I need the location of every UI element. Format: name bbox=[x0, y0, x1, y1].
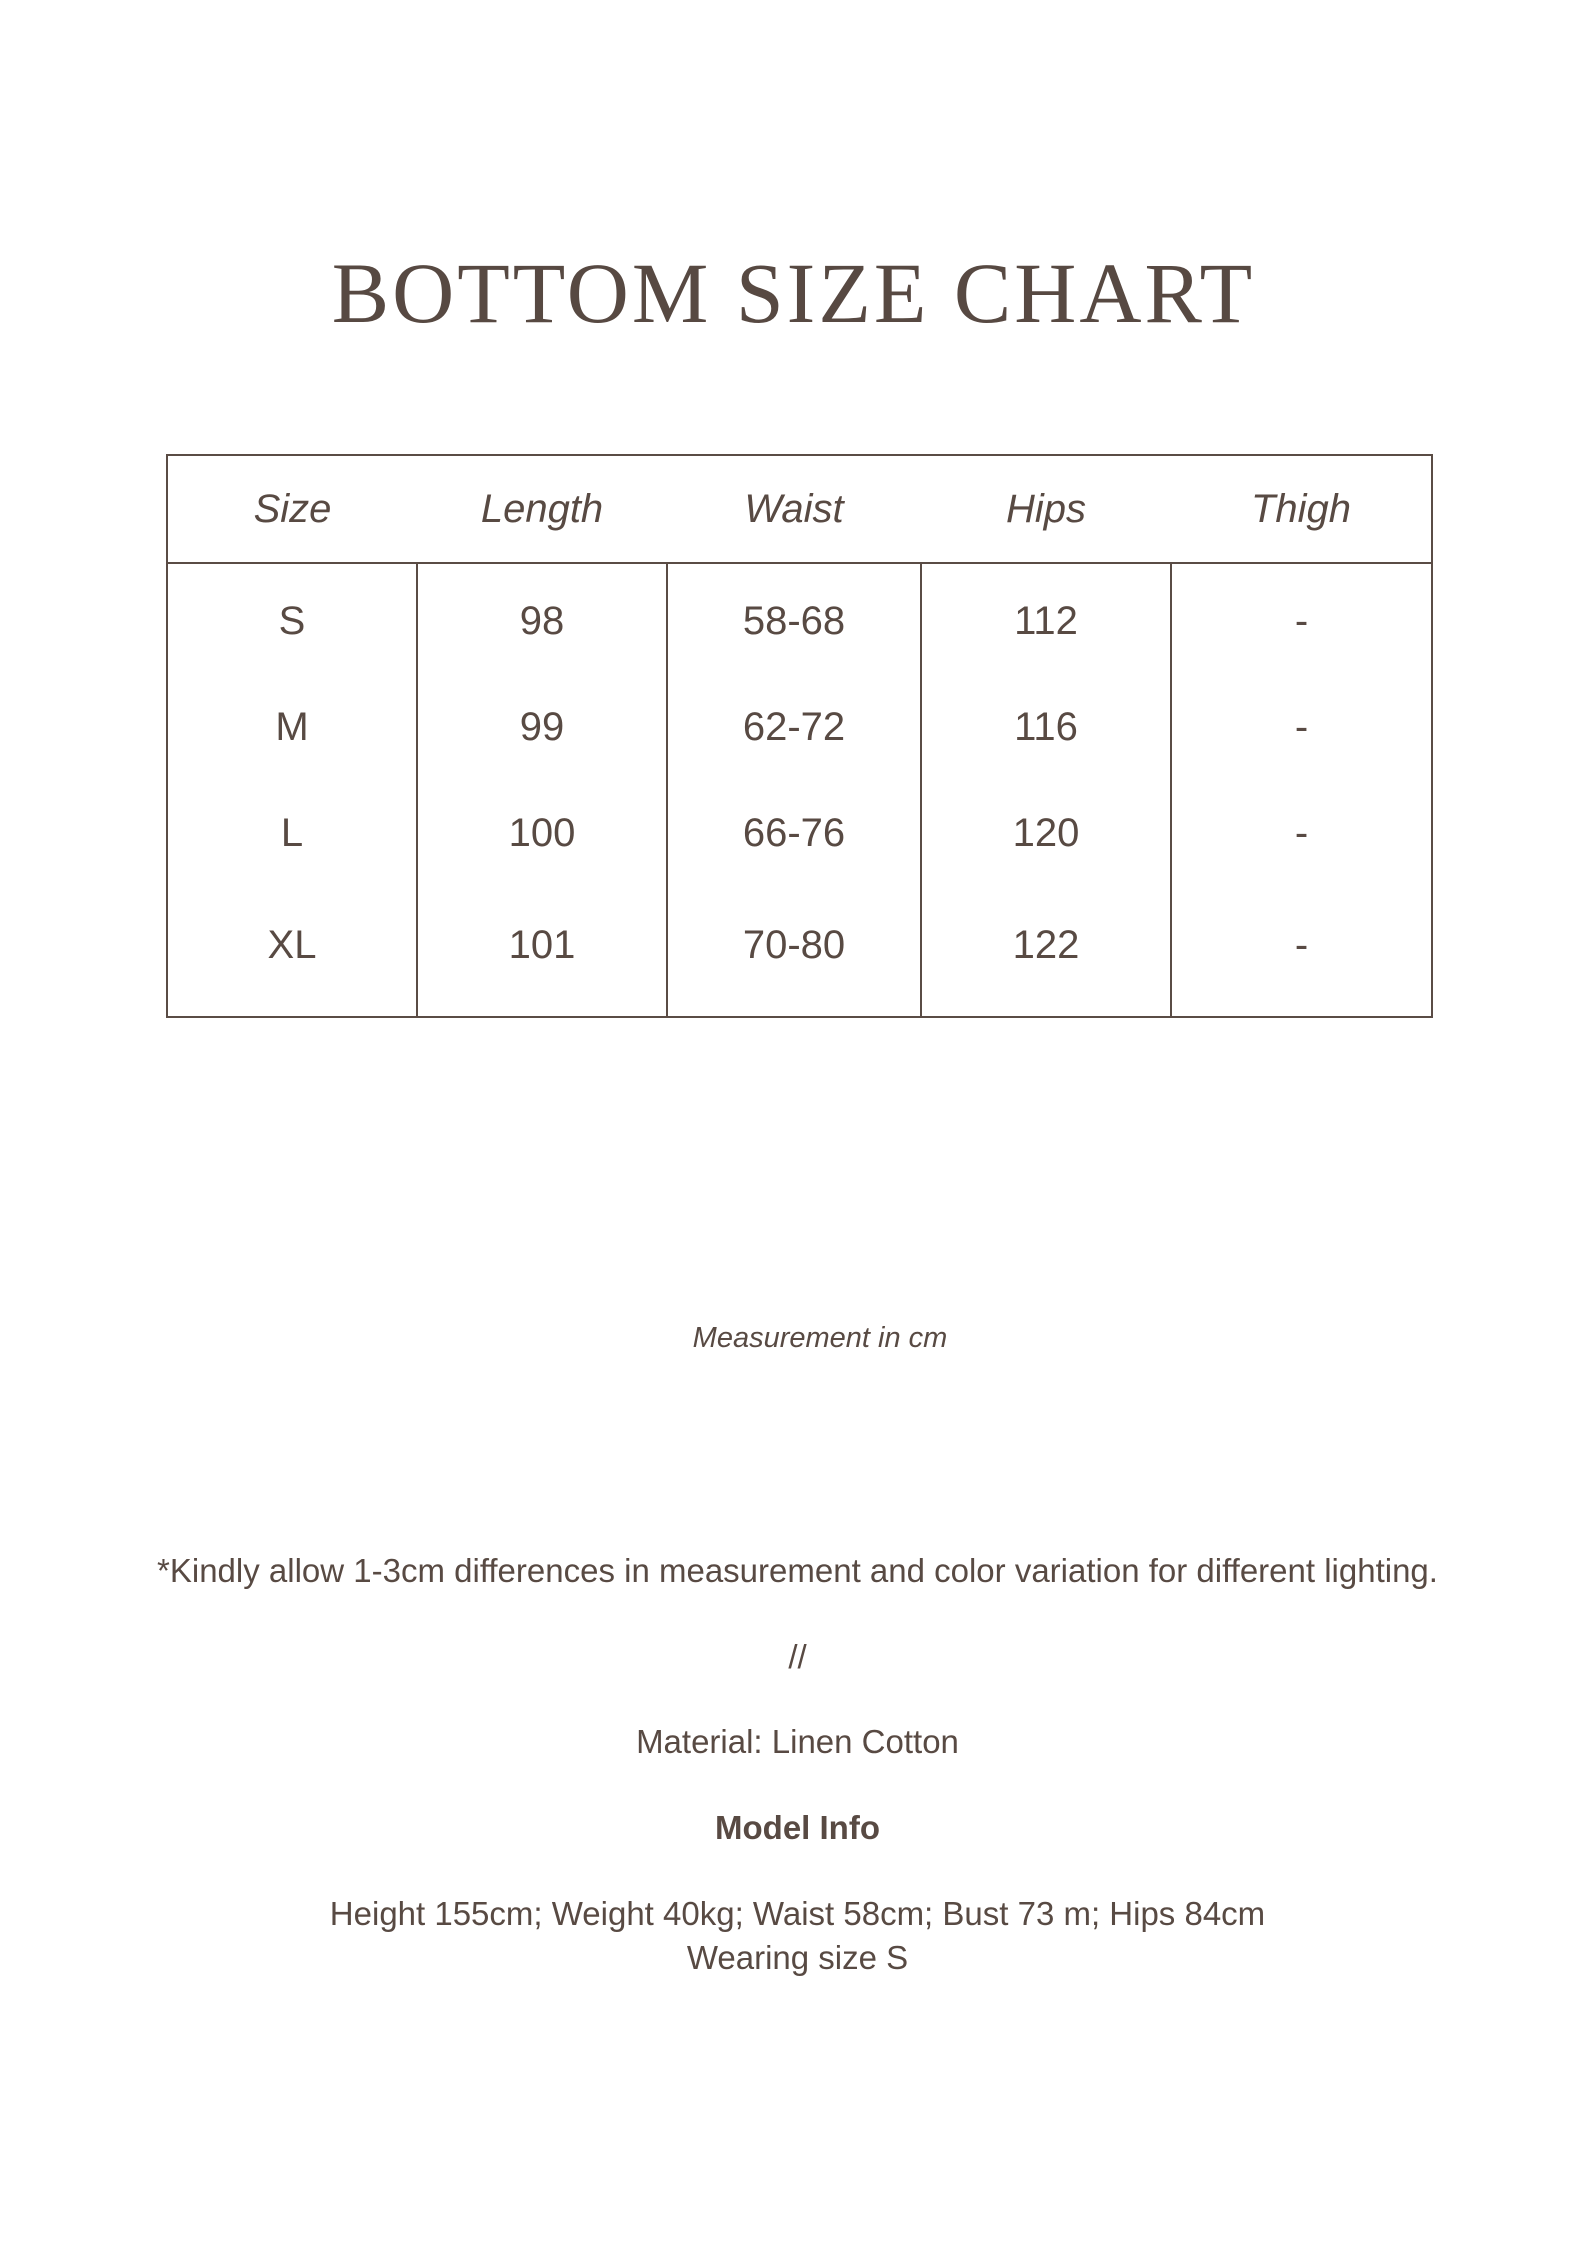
size-chart-table bbox=[166, 454, 1433, 1018]
table-cell-size: XL bbox=[267, 922, 317, 967]
table-header-row bbox=[167, 455, 1432, 563]
table-cell-waist: 70-80 bbox=[667, 886, 921, 1017]
table-row bbox=[167, 563, 1432, 674]
table-cell-thigh: - bbox=[1171, 780, 1432, 886]
column-header-hips: Hips bbox=[921, 455, 1171, 563]
column-header-thigh: Thigh bbox=[1171, 455, 1432, 563]
measurement-disclaimer: *Kindly allow 1-3cm differences in measurement and color variation for different lighting. bbox=[157, 1552, 1438, 1589]
table-cell-length: 99 bbox=[417, 674, 667, 780]
page-title: BOTTOM SIZE CHART bbox=[331, 245, 1256, 341]
model-info-heading: Model Info bbox=[715, 1809, 880, 1846]
table-cell-waist: 58-68 bbox=[667, 563, 921, 674]
column-header-size: Size bbox=[167, 455, 417, 563]
table-cell-thigh: - bbox=[1171, 886, 1432, 1017]
column-header-waist: Waist bbox=[667, 455, 921, 563]
table-cell-size: M bbox=[275, 704, 309, 749]
table-cell-length: 100 bbox=[417, 780, 667, 886]
model-measurements: Height 155cm; Weight 40kg; Waist 58cm; Bust 73 m; Hips 84cm bbox=[329, 1895, 1266, 1932]
table-cell-waist: 62-72 bbox=[667, 674, 921, 780]
table-cell-hips: 122 bbox=[921, 886, 1171, 1017]
section-divider: // bbox=[788, 1638, 807, 1675]
table-cell-hips: 116 bbox=[921, 674, 1171, 780]
model-wearing-size: Wearing size S bbox=[686, 1939, 909, 1976]
table-row bbox=[167, 780, 1432, 886]
table-cell-hips: 112 bbox=[921, 563, 1171, 674]
table-cell-waist: 66-76 bbox=[667, 780, 921, 886]
table-cell-thigh: - bbox=[1171, 563, 1432, 674]
material-info: Material: Linen Cotton bbox=[636, 1723, 959, 1760]
table-cell-length: 101 bbox=[417, 886, 667, 1017]
column-header-length: Length bbox=[417, 455, 667, 563]
table-row bbox=[167, 886, 1432, 1017]
table-cell-hips: 120 bbox=[921, 780, 1171, 886]
table-row bbox=[167, 674, 1432, 780]
table-cell-size: S bbox=[278, 598, 306, 643]
table-cell-thigh: - bbox=[1171, 674, 1432, 780]
measurement-unit-note: Measurement in cm bbox=[692, 1322, 948, 1354]
table-cell-size: L bbox=[280, 810, 304, 855]
table-cell-length: 98 bbox=[417, 563, 667, 674]
